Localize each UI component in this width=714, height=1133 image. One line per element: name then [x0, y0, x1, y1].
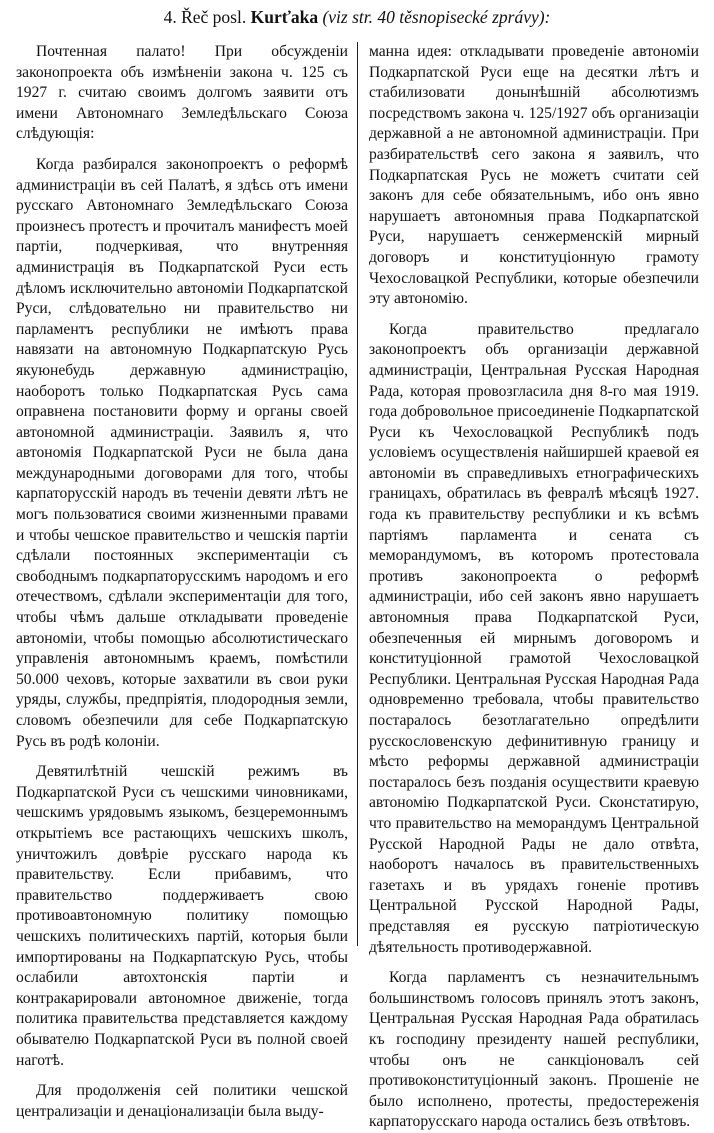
transcript-reference: (viz str. 40 těsnopisecké zprávy): [318, 7, 551, 27]
paragraph: Когда парламентъ съ незначительнымъ большинствомъ голосовъ принялъ этотъ законъ, Центральная Русская Народная Рада обратилась къ господину президенту нашей республики, чтобы онъ не санкціоновалъ сей противоконституціонный законъ. Прошеніе не было исполнено, протесты, предостереженія карпаторусскаго народа остались безъ отвѣтовъ. [369, 969, 699, 1131]
paragraph: Девятилѣтній чешскій режимъ въ Подкарпатской Руси съ чешскими чиновниками, чешскимъ урядовымъ языкомъ, безцеремоннымъ открытіемъ все растающихъ чешскихъ школъ, уничтожилъ довѣріе русскаго народа къ правительству. Если прибавимъ, что правительство поддерживаетъ свою противоавтономную политику помощью чешскихъ политическихъ партій, которыя были импортированы на Подкарпатскую Русь, чтобы ослабили автохтонскія партіи и контракарировали автономное движеніе, тогда политика правительства представляется каждому обывателю Подкарпатской Руси въ полной своей наготѣ. [16, 763, 348, 1069]
speech-number: 4. Řeč posl. [163, 7, 251, 27]
left-column [16, 42, 354, 1120]
text-columns [16, 42, 706, 1131]
paragraph: Почтенная палато! При обсужденіи законопроекта объ измѣненіи закона ч. 125 съ 1927 г. считаю своимъ долгомъ заявити отъ имени Автономнаго Земледѣльскаго Союза слѣдующія: [16, 43, 348, 143]
paragraph: Когда разбирался законопроектъ о реформѣ администраціи въ сей Палатѣ, я здѣсь отъ имени русскаго Автономнаго Земледѣльскаго Союза произнесъ протестъ и прочиталъ манифестъ моей партіи, подчеркивая, что внутренняя администрація въ Подкарпатской Руси есть дѣломъ исключительно автономіи Подкарпатской Руси, слѣдовательно ни правительство ни парламентъ республики не имѣютъ права навязати на автономную Подкарпатскую Русь якуюнебудь державную администрацію, наоборотъ только Подкарпатская Русь сама оправнена постановити форму и органы своей автономной администраціи. Заявилъ я, что автономія Подкарпатской Руси не была дана международными договорами для того, чтобы карпаторусскій народъ въ теченіи девяти лѣтъ не могъ пользоватися своими жизненными правами и чтобы чешское правительство и чешскія партіи сдѣлали постоянных экспериментаціи съ свободнымъ подкарпаторусскимъ народомъ и его отечествомъ, сдѣлали экспериментаціи для того, чтобы чѣмъ дальше откладывати проведеніе автономіи, чтобы помощью абсолютистическаго управленія автономнымъ краемъ, помѣстили 50.000 чеховъ, которые захватили въ свои руки уряды, службы, предпріятія, плодородныя земли, словомъ обезпечили для себе Подкарпатскую Русь въ родѣ колоніи. [16, 155, 348, 750]
speech-heading [0, 6, 714, 28]
right-column [361, 42, 699, 1131]
paragraph: Когда правительство предлагало законопроектъ объ организаціи державной администраціи, Центральная Русская Народная Рада, которая провозгласила дня 8-го мая 1919. года добровольное присоединеніе Подкарпатской Руси къ Чехословацкой Республикѣ подъ условіемъ осуществленія найширшей краевой ея автономіи въ справедливыхъ етнографическихъ границахъ, обратилась въ февралѣ мѣсяцѣ 1927. года къ правительству республики и къ всѣмъ партіямъ парламента и сената съ меморандумомъ, въ которомъ протестовала противъ законопроекта о реформѣ администраціи, ибо сей законъ явно нарушаетъ автономныя права Подкарпатской Руси, обезпеченныя ей мирнымъ договоромъ и конституціонной грамотой Чехословацкой Республики. Центральная Русская Народная Рада одновременно требовала, чтобы правительство постаралось безотлагательно опредѣлити русскословенскую дефинитивную границу и мѣсто реформы державной администраціи постаралось безъ позданія осуществити краевую автономію Подкарпатской Руси. Сконстатирую, что правительство на меморандумъ Центральной Русской Народной Рады не дало отвѣта, наоборотъ началось въ правительственныхъ газетахъ и въ урядахъ гоненіе противъ Центральной Русской Народной Рады, представляя ея русскую патріотическую дѣятельность противодержавной. [369, 320, 699, 956]
column-divider [357, 42, 358, 946]
paragraph: Для продолженія сей политики чешской централизаціи и денаціонализаціи была выду- [16, 1082, 348, 1120]
speaker-name: Kurťaka [250, 7, 319, 27]
paragraph-continued: манна идея: откладывати проведеніе автономіи Подкарпатской Руси еще на десятки лѣтъ и стабилизовати донынѣшній абсолютизмъ посредствомъ закона ч. 125/1927 объ организаціи державной а не автономной администраціи. При разбирательствѣ сего закона я заявилъ, что Подкарпатская Русь не можетъ считати сей законъ для себе обязательнымъ, ибо онъ явно нарушаетъ автономныя права Подкарпатской Руси, нарушаетъ сенжерменскій мирный договоръ и конституціонную грамоту Чехословацкой Республики, которые обезпечили эту автономію. [369, 43, 699, 308]
